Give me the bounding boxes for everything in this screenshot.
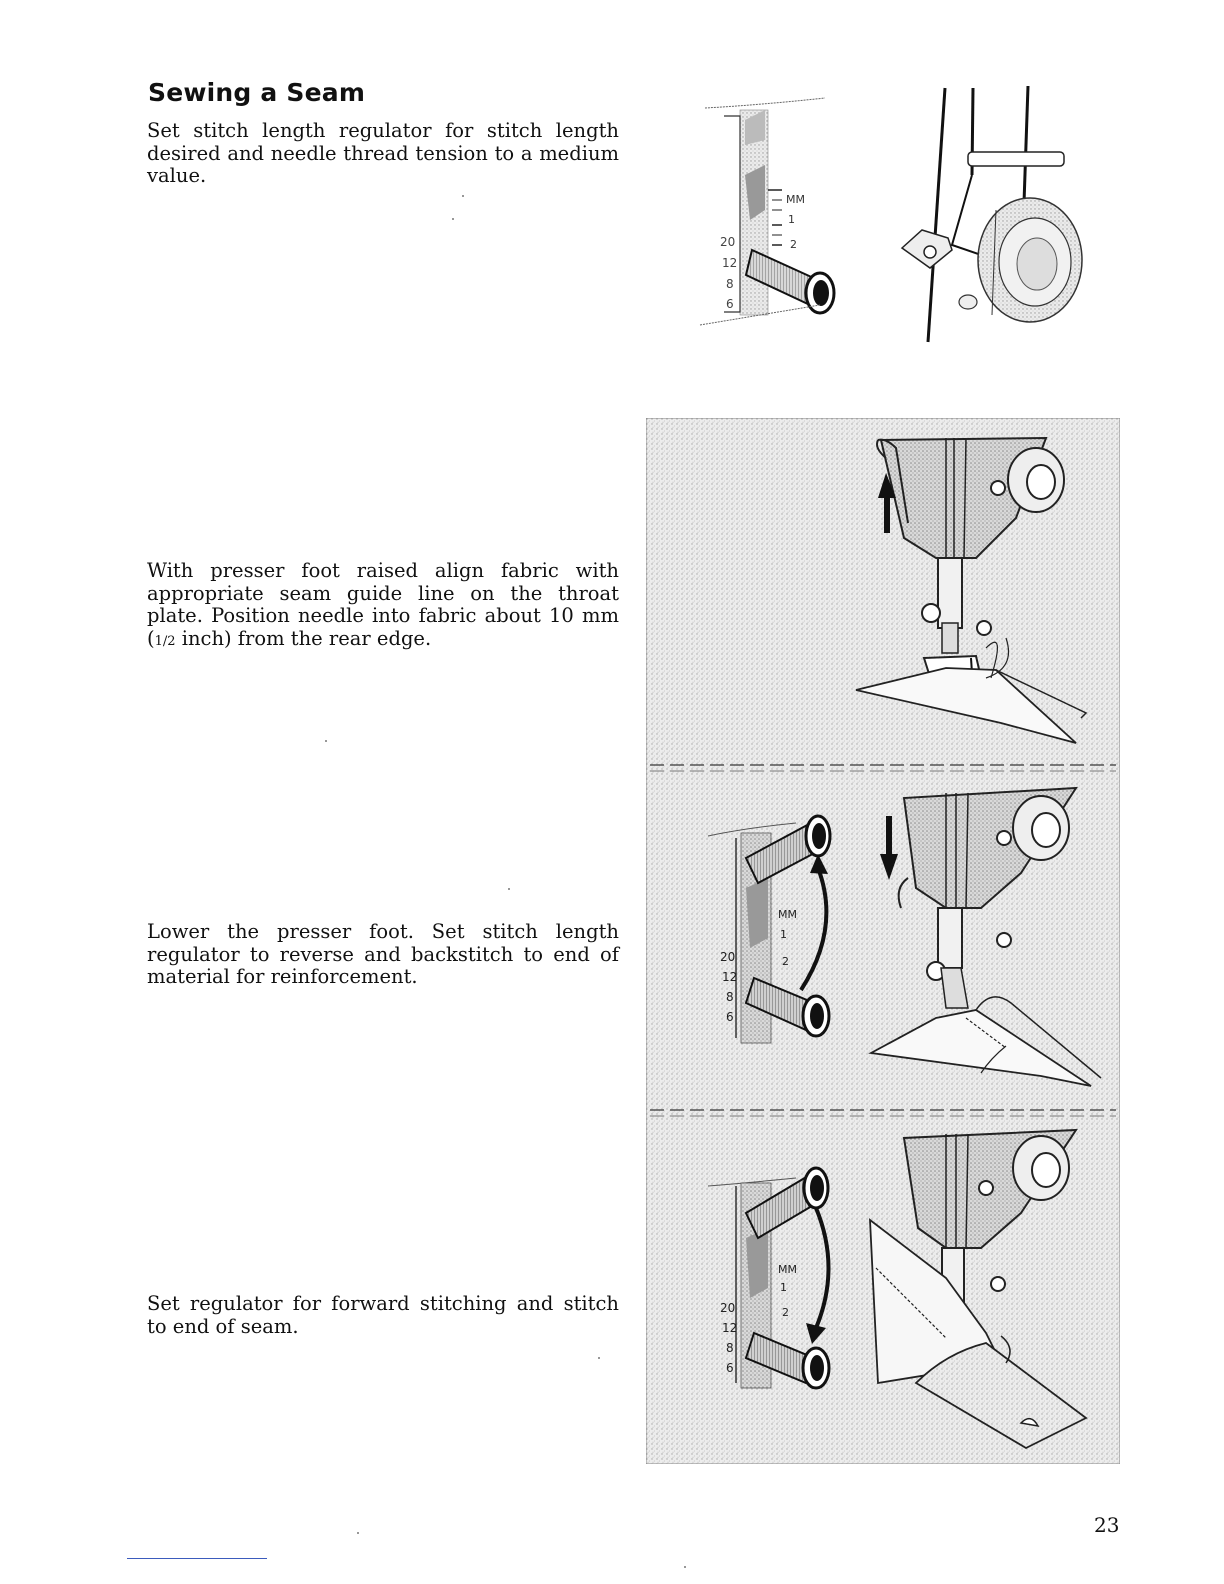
panel2-scale-label-8: 8 — [726, 990, 734, 1004]
panel2-scale-label-mm: MM — [778, 908, 797, 921]
instruction-paragraph-1: Set stitch length regulator for stitch length desired and needle thread tension to a medium value. — [147, 119, 619, 187]
panel3-scale-label-20: 20 — [720, 1301, 736, 1315]
scan-speck — [452, 218, 454, 220]
panel2-scale-label-2: 2 — [782, 955, 789, 968]
top-scale-label-8: 8 — [726, 277, 734, 291]
paragraph-2-text-before: With presser foot raised align fabric with appropriate seam guide line on the throat plate. Position needle into fabric about 10 mm ( — [147, 559, 619, 650]
panel3-scale-label-1: 1 — [780, 1281, 787, 1294]
scan-speck — [357, 1532, 359, 1534]
footer-rule — [127, 1558, 267, 1559]
stitch-length-regulator-drawing — [700, 98, 834, 325]
page-title: Sewing a Seam — [148, 78, 366, 107]
instruction-paragraph-3: Lower the presser foot. Set stitch length regulator to reverse and backstitch to end of material for reinforcement. — [147, 920, 619, 988]
panel2-scale-label-6: 6 — [726, 1010, 734, 1024]
top-scale-label-1: 1 — [788, 213, 795, 226]
top-scale-label-20: 20 — [720, 235, 736, 249]
thread-tension-dial-drawing — [902, 86, 1082, 342]
paragraph-2-text-after: inch) from the rear edge. — [175, 626, 432, 650]
top-scale-label-mm: MM — [786, 193, 805, 206]
panel3-scale-label-6: 6 — [726, 1361, 734, 1375]
scan-speck — [462, 195, 464, 197]
panel2-scale-label-12: 12 — [722, 970, 738, 984]
fraction-half: 1/2 — [154, 633, 176, 649]
tension-dial-icon — [978, 198, 1082, 322]
instruction-paragraph-4: Set regulator for forward stitching and stitch to end of seam. — [147, 1292, 619, 1338]
scan-speck — [325, 740, 327, 742]
page-number: 23 — [1094, 1513, 1120, 1537]
step-illustration-panel — [646, 418, 1120, 1464]
panel3-scale-label-mm: MM — [778, 1263, 797, 1276]
scan-speck — [508, 888, 510, 890]
top-scale-label-6: 6 — [726, 297, 734, 311]
panel3-scale-label-8: 8 — [726, 1341, 734, 1355]
panel2-scale-label-20: 20 — [720, 950, 736, 964]
instruction-paragraph-2 — [147, 560, 619, 653]
panel2-scale-label-1: 1 — [780, 928, 787, 941]
scan-speck — [684, 1566, 686, 1568]
top-scale-label-2: 2 — [790, 238, 797, 251]
top-scale-label-12: 12 — [722, 256, 738, 270]
scan-speck — [598, 1357, 600, 1359]
panel3-scale-label-12: 12 — [722, 1321, 738, 1335]
panel3-scale-label-2: 2 — [782, 1306, 789, 1319]
top-illustration — [690, 80, 1090, 370]
